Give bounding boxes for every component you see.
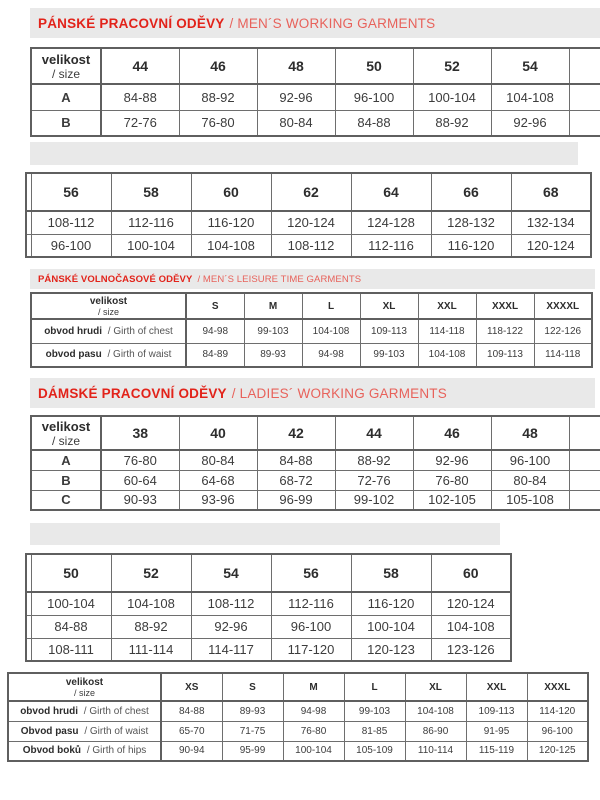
section-title-mens-leisure [30, 269, 595, 289]
size-col-header: 50 [31, 554, 111, 592]
size-range-cell: 76-80 [101, 450, 179, 470]
size-range-cell: 81-85 [344, 721, 405, 741]
size-label-cell [31, 293, 186, 319]
size-range-cell: 108-112 [31, 211, 111, 234]
size-range-cell: 112-116 [351, 234, 431, 257]
size-col-header: 68 [511, 173, 591, 211]
grey-spacer-bar [30, 523, 500, 545]
size-range-cell: 65-70 [161, 721, 222, 741]
size-col-header: 66 [431, 173, 511, 211]
size-range-cell: 60-64 [101, 470, 179, 490]
row-label-cell [31, 319, 186, 343]
size-range-cell: 86-90 [405, 721, 466, 741]
size-col-header: 46 [179, 48, 257, 84]
table-row [31, 319, 592, 343]
mens-working-table-part2 [25, 172, 592, 258]
size-col-header: 48 [491, 416, 569, 450]
size-range-cell: 94-98 [186, 319, 244, 343]
table-row [26, 592, 511, 615]
size-range-cell: 104-108 [111, 592, 191, 615]
size-range-cell: 111-114 [111, 638, 191, 661]
size-col-header: 58 [111, 173, 191, 211]
size-range-cell: 92-96 [413, 450, 491, 470]
size-col-header: 42 [257, 416, 335, 450]
size-range-cell: 100-104 [31, 592, 111, 615]
clipped-stub-cell [569, 450, 600, 470]
size-range-cell: 116-120 [191, 211, 271, 234]
size-label-english: / size [73, 687, 95, 698]
size-col-header: XXXXL [534, 293, 592, 319]
clipped-stub-cell [569, 48, 600, 84]
size-range-cell: 89-93 [222, 701, 283, 721]
size-col-header: XXXL [476, 293, 534, 319]
section-title-czech: PÁNSKÉ PRACOVNÍ ODĚVY [38, 15, 225, 31]
size-range-cell: 104-108 [302, 319, 360, 343]
header-row [26, 173, 591, 211]
size-range-cell: 123-126 [431, 638, 511, 661]
size-col-header: 56 [271, 554, 351, 592]
size-col-header: XL [360, 293, 418, 319]
section-title-czech: DÁMSKÉ PRACOVNÍ ODĚVY [38, 385, 227, 401]
size-range-cell: 80-84 [257, 110, 335, 136]
header-row [26, 554, 511, 592]
size-range-cell: 90-93 [101, 490, 179, 510]
table-row [26, 615, 511, 638]
row-label-cell [8, 741, 161, 761]
size-range-cell: 92-96 [257, 84, 335, 110]
row-label-czech: obvod pasu [45, 349, 102, 361]
row-label-czech: obvod hrudi [20, 705, 78, 717]
size-range-cell: 80-84 [491, 470, 569, 490]
section-title-mens-working [30, 8, 600, 38]
row-label-english: / Girth of hips [86, 745, 147, 757]
size-range-cell: 88-92 [179, 84, 257, 110]
table-row [26, 638, 511, 661]
size-col-header: XXXL [527, 673, 588, 701]
size-range-cell: 94-98 [283, 701, 344, 721]
size-range-cell: 109-113 [360, 319, 418, 343]
size-range-cell: 80-84 [179, 450, 257, 470]
row-label-cell: A [31, 450, 101, 470]
clipped-stub-cell [569, 84, 600, 110]
size-range-cell: 112-116 [111, 211, 191, 234]
size-range-cell: 88-92 [413, 110, 491, 136]
clipped-stub-cell [569, 470, 600, 490]
size-range-cell: 84-88 [31, 615, 111, 638]
table-row [31, 450, 600, 470]
size-range-cell: 117-120 [271, 638, 351, 661]
size-col-header: XXL [466, 673, 527, 701]
size-range-cell: 96-100 [271, 615, 351, 638]
table-row [31, 490, 600, 510]
ladies-working-table-part2 [25, 553, 512, 662]
mens-working-table-part2-wrap [25, 172, 600, 258]
table-row [8, 741, 588, 761]
size-range-cell: 92-96 [191, 615, 271, 638]
size-label-english: / size [51, 433, 80, 448]
grey-spacer-bar [30, 142, 578, 165]
size-range-cell: 91-95 [466, 721, 527, 741]
size-range-cell: 109-113 [476, 343, 534, 367]
size-col-header: 46 [413, 416, 491, 450]
size-range-cell: 76-80 [179, 110, 257, 136]
size-range-cell: 100-104 [283, 741, 344, 761]
header-row [8, 673, 588, 701]
size-range-cell: 72-76 [335, 470, 413, 490]
size-range-cell: 71-75 [222, 721, 283, 741]
size-range-cell: 108-111 [31, 638, 111, 661]
ladies-measurements-table [7, 672, 589, 762]
size-range-cell: 120-124 [431, 592, 511, 615]
ladies-measurements-table-wrap [7, 672, 600, 762]
size-label-czech: velikost [89, 295, 128, 307]
size-col-header: 62 [271, 173, 351, 211]
size-range-cell: 102-105 [413, 490, 491, 510]
table-row [26, 211, 591, 234]
size-range-cell: 124-128 [351, 211, 431, 234]
size-range-cell: 99-102 [335, 490, 413, 510]
size-label-cell [8, 673, 161, 701]
size-col-header: L [344, 673, 405, 701]
size-range-cell: 84-89 [186, 343, 244, 367]
size-col-header: S [186, 293, 244, 319]
size-range-cell: 99-103 [360, 343, 418, 367]
size-col-header: S [222, 673, 283, 701]
row-label-cell: B [31, 110, 101, 136]
size-range-cell: 84-88 [101, 84, 179, 110]
section-title-english: / MEN´S LEISURE TIME GARMENTS [197, 273, 362, 285]
size-range-cell: 104-108 [418, 343, 476, 367]
size-range-cell: 110-114 [405, 741, 466, 761]
size-range-cell: 108-112 [271, 234, 351, 257]
size-range-cell: 100-104 [111, 234, 191, 257]
size-range-cell: 114-120 [527, 701, 588, 721]
table-row [26, 234, 591, 257]
size-label-czech: velikost [41, 51, 91, 67]
size-range-cell: 84-88 [161, 701, 222, 721]
size-range-cell: 114-118 [534, 343, 592, 367]
size-range-cell: 114-117 [191, 638, 271, 661]
table-row [31, 343, 592, 367]
clipped-stub-cell [569, 490, 600, 510]
mens-working-table-part1-wrap [30, 47, 600, 137]
ladies-working-table-part1-wrap [30, 415, 600, 511]
size-range-cell: 120-124 [271, 211, 351, 234]
section-title-english: / LADIES´ WORKING GARMENTS [231, 385, 447, 401]
size-range-cell: 88-92 [335, 450, 413, 470]
size-range-cell: 115-119 [466, 741, 527, 761]
size-col-header: 58 [351, 554, 431, 592]
size-range-cell: 89-93 [244, 343, 302, 367]
header-row [31, 48, 600, 84]
section-title-english: / MEN´S WORKING GARMENTS [229, 15, 436, 31]
size-range-cell: 84-88 [257, 450, 335, 470]
table-row [8, 721, 588, 741]
size-range-cell: 104-108 [491, 84, 569, 110]
row-label-cell [31, 343, 186, 367]
size-range-cell: 116-120 [351, 592, 431, 615]
ladies-working-table-part2-wrap [25, 553, 600, 662]
size-range-cell: 96-99 [257, 490, 335, 510]
size-col-header: 48 [257, 48, 335, 84]
row-label-cell: A [31, 84, 101, 110]
size-range-cell: 112-116 [271, 592, 351, 615]
size-range-cell: 108-112 [191, 592, 271, 615]
size-col-header: XS [161, 673, 222, 701]
size-col-header: M [283, 673, 344, 701]
size-col-header: L [302, 293, 360, 319]
size-label-english: / size [97, 306, 119, 317]
size-col-header: M [244, 293, 302, 319]
size-range-cell: 122-126 [534, 319, 592, 343]
size-range-cell: 100-104 [351, 615, 431, 638]
section-title-czech: PÁNSKÉ VOLNOČASOVÉ ODĚVY [38, 273, 193, 285]
row-label-english: / Girth of waist [84, 725, 149, 737]
size-col-header: XL [405, 673, 466, 701]
size-range-cell: 92-96 [491, 110, 569, 136]
size-range-cell: 118-122 [476, 319, 534, 343]
size-range-cell: 64-68 [179, 470, 257, 490]
size-range-cell: 132-134 [511, 211, 591, 234]
size-range-cell: 76-80 [283, 721, 344, 741]
ladies-working-table-part1 [30, 415, 600, 511]
size-range-cell: 96-100 [31, 234, 111, 257]
row-label-english: / Girth of chest [107, 325, 173, 337]
size-col-header: 60 [191, 173, 271, 211]
size-range-cell: 76-80 [413, 470, 491, 490]
section-title-ladies-working [30, 378, 595, 408]
row-label-cell [8, 701, 161, 721]
size-col-header: 52 [413, 48, 491, 84]
size-range-cell: 116-120 [431, 234, 511, 257]
size-col-header: 50 [335, 48, 413, 84]
row-label-cell: B [31, 470, 101, 490]
mens-working-table-part1 [30, 47, 600, 137]
size-range-cell: 109-113 [466, 701, 527, 721]
size-range-cell: 96-100 [527, 721, 588, 741]
size-col-header: 44 [335, 416, 413, 450]
size-col-header: XXL [418, 293, 476, 319]
row-label-czech: Obvod boků [22, 745, 82, 757]
size-range-cell: 93-96 [179, 490, 257, 510]
size-col-header: 64 [351, 173, 431, 211]
size-col-header: 54 [491, 48, 569, 84]
size-label-czech: velikost [41, 418, 91, 434]
clipped-stub-cell [569, 416, 600, 450]
row-label-cell: C [31, 490, 101, 510]
size-range-cell: 96-100 [335, 84, 413, 110]
size-col-header: 56 [31, 173, 111, 211]
mens-leisure-table-wrap [30, 292, 600, 368]
size-range-cell: 95-99 [222, 741, 283, 761]
size-range-cell: 99-103 [344, 701, 405, 721]
size-range-cell: 72-76 [101, 110, 179, 136]
size-col-header: 44 [101, 48, 179, 84]
size-range-cell: 99-103 [244, 319, 302, 343]
size-range-cell: 120-124 [511, 234, 591, 257]
size-range-cell: 100-104 [413, 84, 491, 110]
size-range-cell: 88-92 [111, 615, 191, 638]
size-range-cell: 94-98 [302, 343, 360, 367]
table-row [31, 110, 600, 136]
table-row [31, 84, 600, 110]
size-col-header: 38 [101, 416, 179, 450]
size-label-czech: velikost [65, 676, 104, 688]
size-col-header: 54 [191, 554, 271, 592]
header-row [31, 293, 592, 319]
size-range-cell: 68-72 [257, 470, 335, 490]
table-row [31, 470, 600, 490]
size-col-header: 52 [111, 554, 191, 592]
size-range-cell: 105-108 [491, 490, 569, 510]
table-row [8, 701, 588, 721]
row-label-czech: obvod hrudi [44, 325, 102, 337]
size-range-cell: 120-123 [351, 638, 431, 661]
size-range-cell: 90-94 [161, 741, 222, 761]
size-range-cell: 84-88 [335, 110, 413, 136]
size-range-cell: 120-125 [527, 741, 588, 761]
row-label-czech: Obvod pasu [20, 725, 79, 737]
size-range-cell: 114-118 [418, 319, 476, 343]
size-range-cell: 104-108 [191, 234, 271, 257]
header-row [31, 416, 600, 450]
size-label-english: / size [51, 66, 80, 81]
size-range-cell: 96-100 [491, 450, 569, 470]
row-label-cell [8, 721, 161, 741]
size-range-cell: 105-109 [344, 741, 405, 761]
size-range-cell: 104-108 [405, 701, 466, 721]
size-label-cell [31, 48, 101, 84]
clipped-stub-cell [569, 110, 600, 136]
mens-leisure-table [30, 292, 593, 368]
row-label-english: / Girth of waist [107, 349, 172, 361]
size-label-cell [31, 416, 101, 450]
size-range-cell: 128-132 [431, 211, 511, 234]
size-col-header: 40 [179, 416, 257, 450]
row-label-english: / Girth of chest [83, 705, 149, 717]
size-range-cell: 104-108 [431, 615, 511, 638]
size-col-header: 60 [431, 554, 511, 592]
